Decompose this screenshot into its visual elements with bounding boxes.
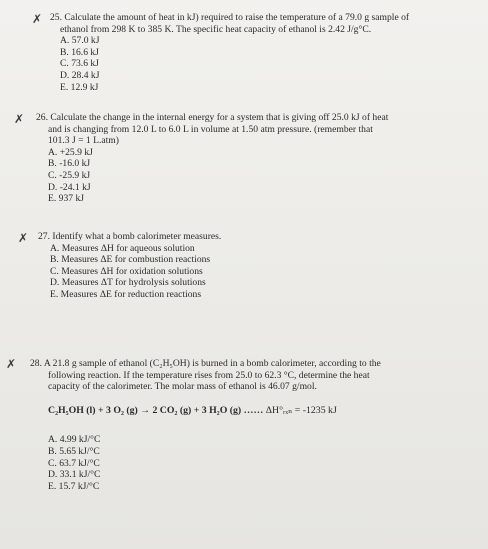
question-28-option-b: B. 5.65 kJ/°C: [48, 445, 100, 457]
question-27-option-d: D. Measures ΔT for hydrolysis solutions: [50, 277, 206, 289]
question-26-line-2: and is changing from 12.0 L to 6.0 L in volume at 1.50 atm pressure. (remember that: [48, 123, 373, 135]
reaction-equation-formula: C₂H₅OH (l) + 3 O₂ (g) → 2 CO₂ (g) + 3 H₂O (g) ……: [48, 404, 264, 416]
question-28-option-d: D. 33.1 kJ/°C: [48, 469, 101, 481]
question-28-option-e: E. 15.7 kJ/°C: [48, 480, 100, 492]
question-28-option-a: A. 4.99 kJ/°C: [48, 434, 101, 446]
question-28-line-2: following reaction. If the temperature rises from 25.0 to 62.3 °C, determine the heat: [48, 369, 370, 381]
check-mark-icon: ✗: [32, 12, 43, 26]
question-25-line-1: 25. Calculate the amount of heat in kJ) required to raise the temperature of a 79.0 g sample of: [50, 12, 410, 23]
question-26-option-c: C. -25.9 kJ: [48, 169, 91, 181]
question-26-line-1: 26. Calculate the change in the internal energy for a system that is giving off 25.0 kJ of heat: [36, 112, 389, 123]
check-mark-icon: ✗: [6, 357, 17, 371]
question-28: [30, 358, 381, 492]
question-25: [50, 12, 409, 93]
question-25-option-b: B. 16.6 kJ: [60, 46, 99, 58]
question-26-option-b: B. -16.0 kJ: [48, 158, 91, 170]
question-27-option-e: E. Measures ΔE for reduction reactions: [50, 288, 202, 300]
question-27-option-b: B. Measures ΔE for combustion reactions: [50, 254, 211, 266]
question-26-option-e: E. 937 kJ: [48, 193, 84, 205]
question-26-line-3: 101.3 J = 1 L.atm): [48, 135, 119, 147]
check-mark-icon: ✗: [18, 231, 29, 245]
question-27-line-1: 27. Identify what a bomb calorimeter measures.: [38, 231, 222, 242]
question-26: [36, 112, 388, 205]
question-25-option-e: E. 12.9 kJ: [60, 81, 99, 93]
check-mark-icon: ✗: [14, 112, 25, 126]
question-28-option-c: C. 63.7 kJ/°C: [48, 457, 100, 469]
question-25-option-a: A. 57.0 kJ: [60, 35, 100, 47]
question-25-line-2: ethanol from 298 K to 385 K. The specific heat capacity of ethanol is 2.42 J/g°C.: [60, 23, 372, 35]
reaction-equation: [30, 405, 381, 417]
question-25-option-c: C. 73.6 kJ: [60, 58, 99, 70]
question-26-option-d: D. -24.1 kJ: [48, 181, 91, 193]
question-25-option-d: D. 28.4 kJ: [60, 69, 100, 81]
question-28-line-1: 28. A 21.8 g sample of ethanol (C₂H₅OH) is burned in a bomb calorimeter, according to the: [30, 358, 381, 369]
reaction-enthalpy: ΔH°ᵣₓₙ = -1235 kJ: [263, 404, 337, 416]
question-28-line-3: capacity of the calorimeter. The molar mass of ethanol is 46.07 g/mol.: [48, 381, 317, 393]
question-27: [38, 231, 221, 301]
question-27-option-c: C. Measures ΔH for oxidation solutions: [50, 265, 203, 277]
question-26-option-a: A. +25.9 kJ: [48, 146, 93, 158]
question-27-option-a: A. Measures ΔH for aqueous solution: [50, 242, 195, 254]
